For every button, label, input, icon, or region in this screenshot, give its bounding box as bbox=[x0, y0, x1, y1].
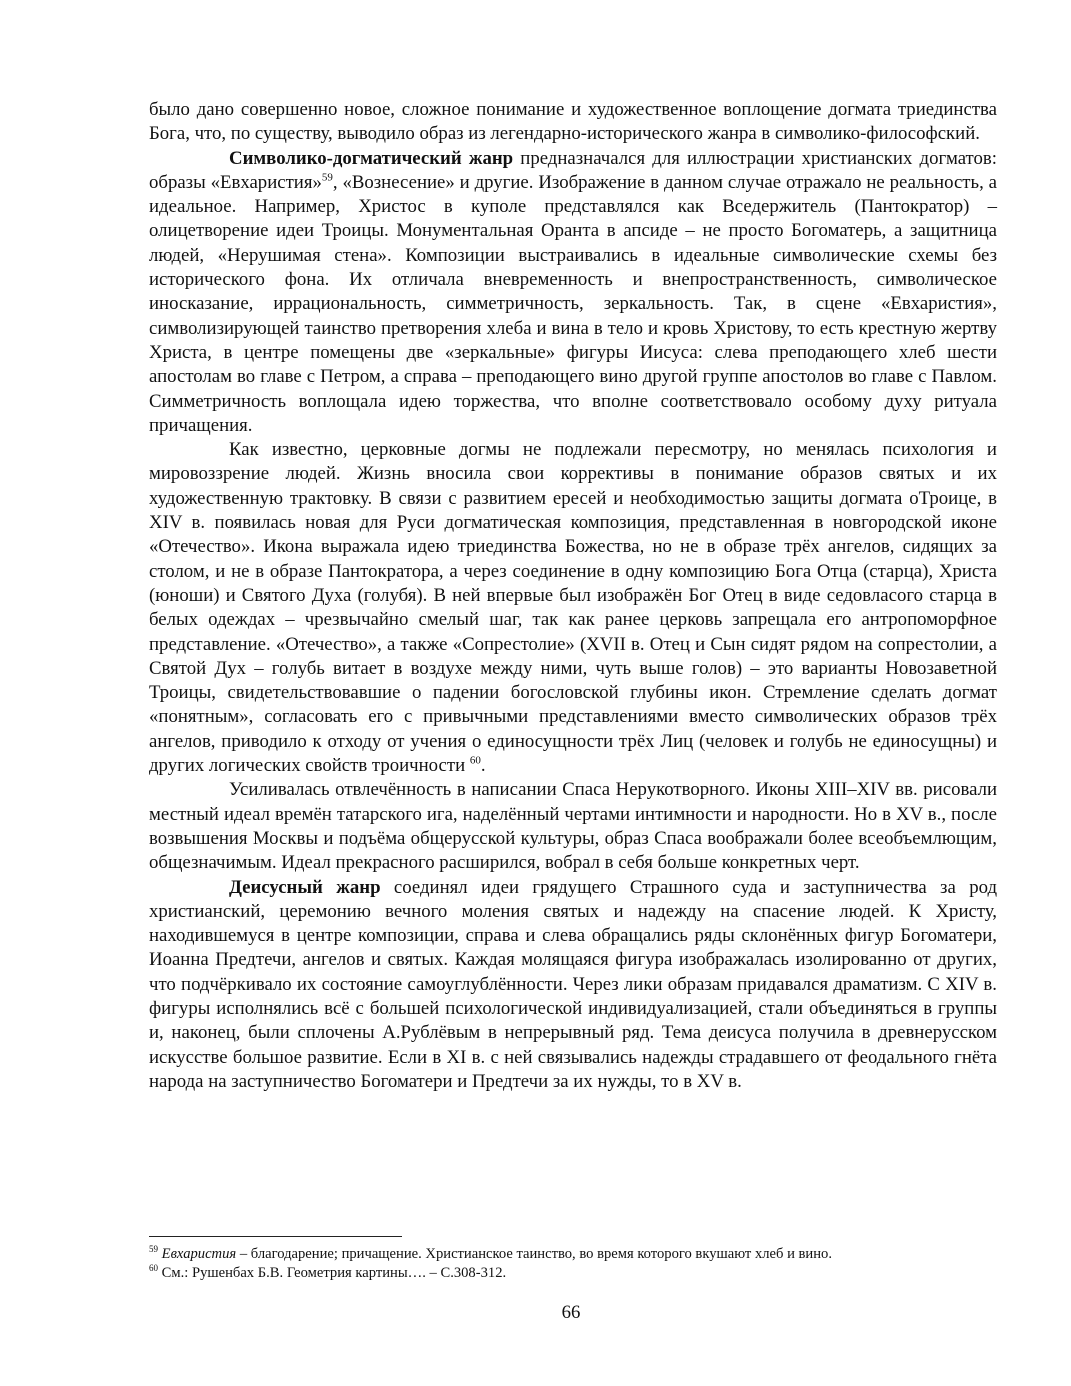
footnote-separator bbox=[149, 1236, 402, 1237]
genre-term-deesis: Деисусный жанр bbox=[229, 876, 381, 898]
page-number: 66 bbox=[561, 1302, 581, 1323]
paragraph-4: Усиливалась отвлечённость в написании Спаса Нерукотворного. Иконы XIII–XIV вв. рисовали местный идеал времён татарского ига, наделённый чертами интимности и народности. Но в XV в., после возвышения Москвы и подъёма общерусской культуры, образ Спаса воображали более всеобъемлющим, общезначимым. Идеал прекрасного расширился, вобрал в себя больше конкретных черт. bbox=[149, 779, 997, 874]
main-text bbox=[149, 98, 997, 1094]
paragraph-5: Деисусный жанр соединял идеи грядущего Страшного суда и заступничества за род христианский, церемонию вечного моления святых и надежду на спасение людей. К Христу, находившемуся в центре композиции, справа и слева обращались ряды склонённых фигур Богоматери, Иоанна Предтечи, ангелов и святых. Каждая молящаяся фигура изображалась изолированно от других, что подчёркивало их состояние самоуглублённости. Через лики образам придавался драматизм. С XIV в. фигуры исполнялись всё с большей психологической индивидуализацией, стали объединяться в группы и, наконец, были сплочены А.Рублёвым в непрерывный ряд. Тема деисуса получила в древнерусском искусстве большое развитие. Если в XI в. с ней связывались надежды страдавшего от феодального гнёта народа на заступничество Богоматери и Предтечи за их нужды, то в XV в. bbox=[149, 876, 998, 1092]
paragraph-2: Символико-догматический жанр предназначался для иллюстрации христианских догматов: образы «Евхаристия»$^{59}$, «Вознесение» и другие. Изображение в данном случае отражало не реальность, а идеальное. Например, Христос в куполе представлялся как Вседержитель (Пантократор) – олицетворение идеи Троицы. Монументальная Оранта в апсиде – не просто Богоматерь, а защитница людей, «Нерушимая стена». Композиции выстраивались в идеальные символические схемы без исторического фона. Их отличала вневременность и внепространственность, символическое иносказание, иррациональность, симметричность, зеркальность. Так, в сцене «Евхаристия», символизирующей таинство претворения хлеба и вина в тело и кровь Христову, то есть крестную жертву Христа, в центре помещены две «зеркальные» фигуры Иисуса: слева преподающего хлеб шести апостолам во главе с Петром, а справа – преподающего вино другой группе апостолов во главе с Павлом. Симметричность воплощала идею торжества, что вполне соответствовало особому духу ритуала причащения. bbox=[149, 147, 997, 436]
footnotes bbox=[149, 1245, 997, 1283]
footnote-59: $^{59}$ Евхаристия – благодарение; причащение. Христианское таинство, во время которого вкушают хлеб и вино. bbox=[149, 1244, 832, 1262]
footnote-ref-59[interactable]: 59 bbox=[321, 171, 333, 184]
paragraph-1: было дано совершенно новое, сложное понимание и художественное воплощение догмата триединства Бога, что, по существу, выводило образ из легендарно-исторического жанра в символико-философский. bbox=[149, 99, 997, 145]
paragraph-3: Как известно, церковные догмы не подлежали пересмотру, но менялась психология и мировоззрение людей. Жизнь вносила свои коррективы в понимание образов святых и их художественную трактовку. В связи с развитием ересей и необходимостью защиты догмата оТроице, в XIV в. появилась новая для Руси догматическая композиция, представленная в новгородской иконе «Отечество». Икона выражала идею триединства Божества, но не в образе трёх ангелов, сидящих за столом, и не в образе Пантократора, а через соединение в одну композицию Бога Отца (старца), Христа (юноши) и Святого Духа (голубя). В ней впервые был изображён Бог Отец в виде седовласого старца в белых одеждах – чрезвычайно смелый шаг, так как ранее церковь запрещала его антропоморфное представление. «Отечество», а также «Сопрестолие» (XVII в. Отец и Сын сидят рядом на сопрестолии, а Святой Дух – голубь витает в воздухе между ними, чуть выше голов) – это варианты Новозаветной Троицы, свидетельствовавшие о падении богословской глубины икон. Стремление сделать догмат «понятным», согласовать его с привычными представлениями вместо символических образов трёх ангелов, приводило к отходу от учения о единосущности трёх Лиц (человек и голубь не единосущны) и других логических свойств троичности $^{60}$. bbox=[149, 439, 997, 777]
footnote-ref-60[interactable]: 60 bbox=[469, 754, 481, 767]
genre-term-symbolic-dogmatic: Символико-догматический жанр bbox=[229, 147, 514, 169]
footnote-60: $^{60}$ См.: Рушенбах Б.В. Геометрия картины…. – С.308-312. bbox=[149, 1263, 507, 1281]
